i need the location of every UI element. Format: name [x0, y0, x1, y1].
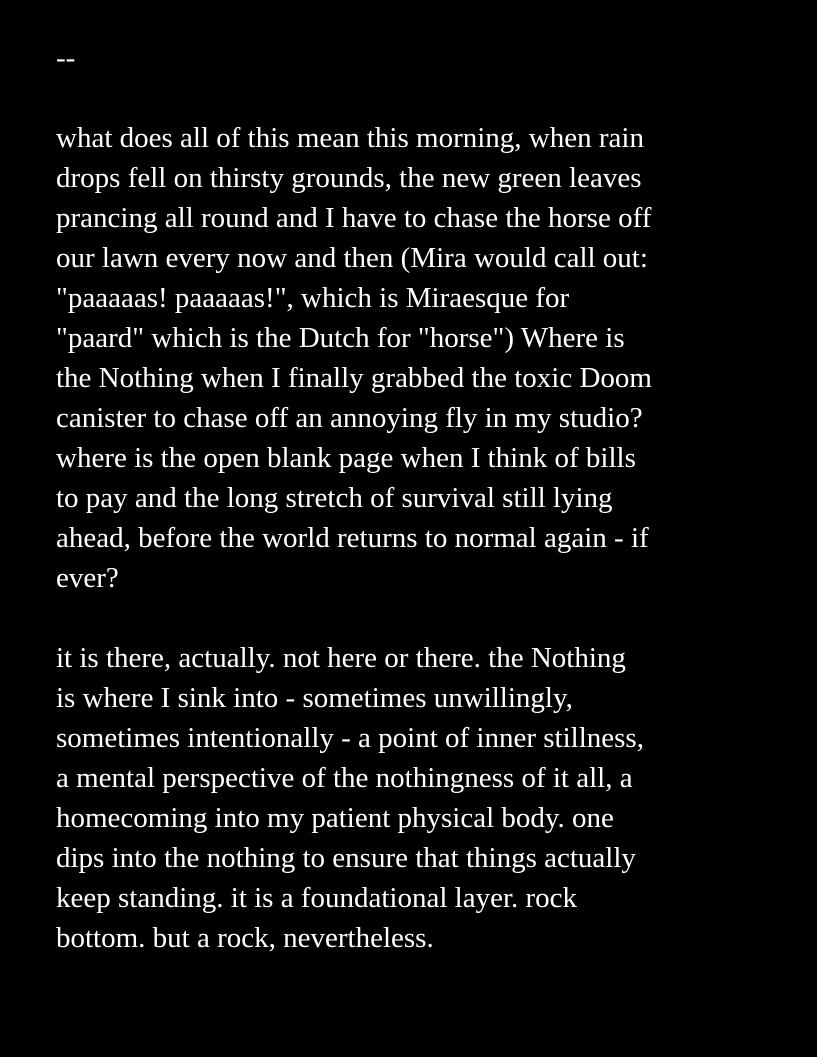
- text-line: what does all of this mean this morning, when rain: [56, 122, 644, 154]
- text-line: "paaaaas! paaaaas!", which is Miraesque for: [56, 282, 570, 314]
- text-line: keep standing. it is a foundational layer. rock: [56, 882, 578, 914]
- text-line: ahead, before the world returns to normal again - if: [56, 522, 649, 554]
- separator: --: [56, 42, 76, 74]
- text-line: "paard" which is the Dutch for "horse") Where is: [56, 322, 625, 354]
- text-line: our lawn every now and then (Mira would call out:: [56, 242, 648, 274]
- text-line: drops fell on thirsty grounds, the new green leaves: [56, 162, 642, 194]
- paragraph-2: [56, 638, 796, 958]
- text-line: prancing all round and I have to chase the horse off: [56, 202, 652, 234]
- text-line: to pay and the long stretch of survival still lying: [56, 482, 613, 514]
- text-line: dips into the nothing to ensure that things actually: [56, 842, 636, 874]
- text-line: is where I sink into - sometimes unwillingly,: [56, 682, 573, 714]
- text-line: homecoming into my patient physical body. one: [56, 802, 614, 834]
- text-line: canister to chase off an annoying fly in my studio?: [56, 402, 643, 434]
- document-body: [56, 38, 796, 958]
- paragraph-gap: [56, 78, 796, 118]
- text-line: bottom. but a rock, nevertheless.: [56, 922, 434, 954]
- text-line: sometimes intentionally - a point of inner stillness,: [56, 722, 644, 754]
- text-line: a mental perspective of the nothingness of it all, a: [56, 762, 633, 794]
- paragraph-1: [56, 118, 796, 598]
- paragraph-gap: [56, 598, 796, 638]
- text-line: where is the open blank page when I think of bills: [56, 442, 636, 474]
- text-line: it is there, actually. not here or there. the Nothing: [56, 642, 626, 674]
- text-line: the Nothing when I finally grabbed the toxic Doom: [56, 362, 652, 394]
- text-line: ever?: [56, 562, 119, 594]
